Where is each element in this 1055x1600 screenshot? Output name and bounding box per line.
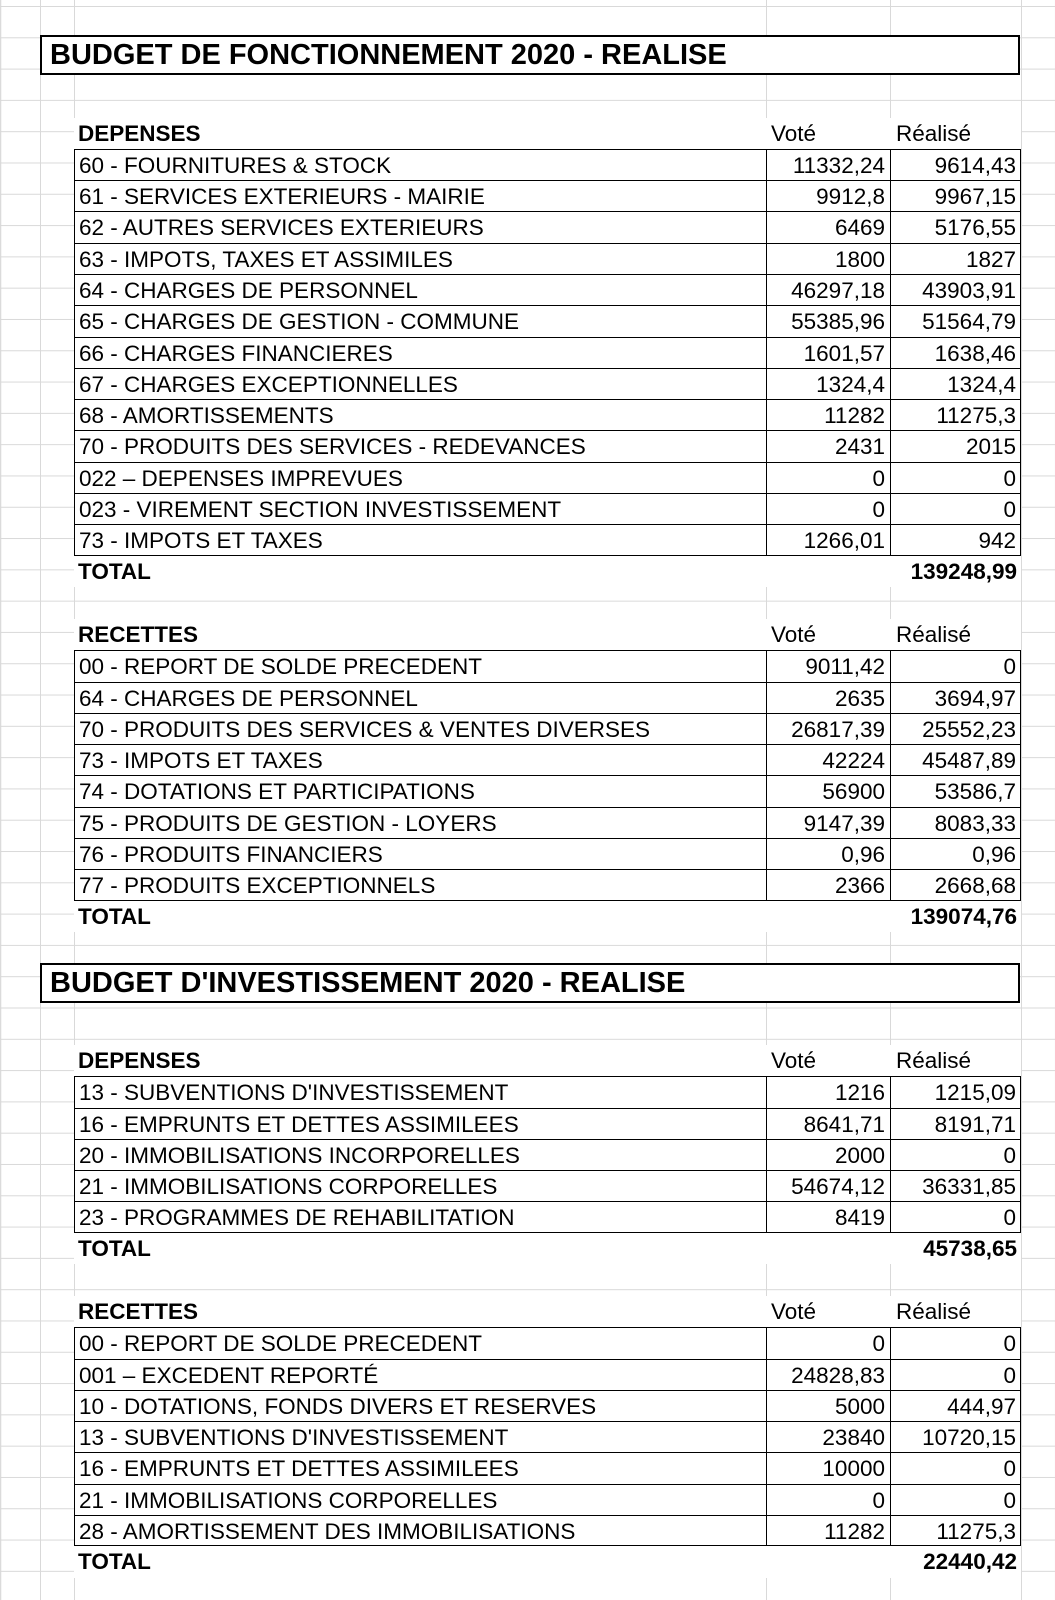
realise-cell[interactable]: 0,96 bbox=[890, 838, 1021, 869]
table-row bbox=[74, 180, 1021, 211]
depenses-heading[interactable]: DEPENSES bbox=[74, 1045, 766, 1076]
row-label-cell[interactable]: 023 - VIREMENT SECTION INVESTISSEMENT bbox=[74, 493, 766, 524]
realise-cell[interactable]: 0 bbox=[890, 650, 1021, 681]
vote-cell[interactable]: 2431 bbox=[766, 430, 890, 461]
realise-cell[interactable]: 1215,09 bbox=[890, 1076, 1021, 1107]
column-header-vote[interactable]: Voté bbox=[766, 619, 890, 650]
recettes-heading[interactable]: RECETTES bbox=[74, 1296, 766, 1327]
vote-cell[interactable]: 11282 bbox=[766, 399, 890, 430]
vote-cell[interactable]: 1601,57 bbox=[766, 337, 890, 368]
row-label-cell[interactable]: 68 - AMORTISSEMENTS bbox=[74, 399, 766, 430]
vote-cell[interactable]: 26817,39 bbox=[766, 713, 890, 744]
row-label-cell[interactable]: 67 - CHARGES EXCEPTIONNELLES bbox=[74, 368, 766, 399]
depenses-total-row bbox=[74, 1233, 1021, 1264]
recettes-table bbox=[74, 619, 1021, 932]
total-label-cell[interactable]: TOTAL bbox=[74, 1233, 766, 1264]
recettes-header-row bbox=[74, 1296, 1021, 1327]
table-row bbox=[74, 274, 1021, 305]
vote-cell[interactable]: 9147,39 bbox=[766, 807, 890, 838]
table-row bbox=[74, 1139, 1021, 1170]
row-label-cell[interactable]: 00 - REPORT DE SOLDE PRECEDENT bbox=[74, 650, 766, 681]
realise-cell[interactable]: 0 bbox=[890, 462, 1021, 493]
column-header-vote[interactable]: Voté bbox=[766, 1296, 890, 1327]
section-title: BUDGET DE FONCTIONNEMENT 2020 - REALISE bbox=[40, 35, 1020, 75]
table-row bbox=[74, 305, 1021, 336]
row-label-cell[interactable]: 64 - CHARGES DE PERSONNEL bbox=[74, 682, 766, 713]
realise-cell[interactable]: 43903,91 bbox=[890, 274, 1021, 305]
vote-cell[interactable]: 2635 bbox=[766, 682, 890, 713]
realise-cell[interactable]: 2668,68 bbox=[890, 869, 1021, 900]
total-vote-cell[interactable] bbox=[766, 556, 890, 587]
table-row bbox=[74, 149, 1021, 180]
table-row bbox=[74, 399, 1021, 430]
depenses-table bbox=[74, 1045, 1021, 1264]
vote-cell[interactable]: 23840 bbox=[766, 1421, 890, 1452]
row-label-cell[interactable]: 62 - AUTRES SERVICES EXTERIEURS bbox=[74, 211, 766, 242]
recettes-header-row bbox=[74, 619, 1021, 650]
realise-cell[interactable]: 0 bbox=[890, 1327, 1021, 1358]
realise-cell[interactable]: 1827 bbox=[890, 243, 1021, 274]
row-label-cell[interactable]: 23 - PROGRAMMES DE REHABILITATION bbox=[74, 1201, 766, 1232]
table-row bbox=[74, 713, 1021, 744]
vote-cell[interactable]: 0,96 bbox=[766, 838, 890, 869]
table-row bbox=[74, 744, 1021, 775]
vote-cell[interactable]: 24828,83 bbox=[766, 1359, 890, 1390]
table-row bbox=[74, 1327, 1021, 1358]
vote-cell[interactable]: 9011,42 bbox=[766, 650, 890, 681]
vote-cell[interactable]: 1266,01 bbox=[766, 524, 890, 555]
table-row bbox=[74, 807, 1021, 838]
realise-cell[interactable]: 51564,79 bbox=[890, 305, 1021, 336]
realise-cell[interactable]: 53586,7 bbox=[890, 775, 1021, 806]
realise-cell[interactable]: 11275,3 bbox=[890, 1515, 1021, 1546]
row-label-cell[interactable]: 16 - EMPRUNTS ET DETTES ASSIMILEES bbox=[74, 1452, 766, 1483]
realise-cell[interactable]: 9967,15 bbox=[890, 180, 1021, 211]
realise-cell[interactable]: 444,97 bbox=[890, 1390, 1021, 1421]
total-label-cell[interactable]: TOTAL bbox=[74, 1546, 766, 1577]
row-label-cell[interactable]: 13 - SUBVENTIONS D'INVESTISSEMENT bbox=[74, 1421, 766, 1452]
row-label-cell[interactable]: 75 - PRODUITS DE GESTION - LOYERS bbox=[74, 807, 766, 838]
realise-cell[interactable]: 5176,55 bbox=[890, 211, 1021, 242]
row-label-cell[interactable]: 66 - CHARGES FINANCIERES bbox=[74, 337, 766, 368]
table-row bbox=[74, 1515, 1021, 1546]
realise-cell[interactable]: 0 bbox=[890, 1201, 1021, 1232]
row-label-cell[interactable]: 70 - PRODUITS DES SERVICES - REDEVANCES bbox=[74, 430, 766, 461]
table-row bbox=[74, 1108, 1021, 1139]
total-value-cell[interactable]: 139074,76 bbox=[890, 901, 1021, 932]
section-title: BUDGET D'INVESTISSEMENT 2020 - REALISE bbox=[40, 963, 1020, 1003]
column-header-realise[interactable]: Réalisé bbox=[890, 1296, 1021, 1327]
realise-cell[interactable]: 11275,3 bbox=[890, 399, 1021, 430]
realise-cell[interactable]: 1324,4 bbox=[890, 368, 1021, 399]
realise-cell[interactable]: 0 bbox=[890, 1359, 1021, 1390]
total-value-cell[interactable]: 22440,42 bbox=[890, 1546, 1021, 1577]
table-row bbox=[74, 1421, 1021, 1452]
total-vote-cell[interactable] bbox=[766, 1233, 890, 1264]
vote-cell[interactable]: 0 bbox=[766, 462, 890, 493]
recettes-total-row bbox=[74, 1546, 1021, 1577]
realise-cell[interactable]: 0 bbox=[890, 1139, 1021, 1170]
row-label-cell[interactable]: 73 - IMPOTS ET TAXES bbox=[74, 744, 766, 775]
vote-cell[interactable]: 6469 bbox=[766, 211, 890, 242]
table-row bbox=[74, 1452, 1021, 1483]
recettes-total-row bbox=[74, 901, 1021, 932]
vote-cell[interactable]: 10000 bbox=[766, 1452, 890, 1483]
vote-cell[interactable]: 0 bbox=[766, 1327, 890, 1358]
table-row bbox=[74, 493, 1021, 524]
table-row bbox=[74, 1359, 1021, 1390]
row-label-cell[interactable]: 28 - AMORTISSEMENT DES IMMOBILISATIONS bbox=[74, 1515, 766, 1546]
vote-cell[interactable]: 56900 bbox=[766, 775, 890, 806]
realise-cell[interactable]: 0 bbox=[890, 1452, 1021, 1483]
total-value-cell[interactable]: 45738,65 bbox=[890, 1233, 1021, 1264]
vote-cell[interactable]: 5000 bbox=[766, 1390, 890, 1421]
vote-cell[interactable]: 8419 bbox=[766, 1201, 890, 1232]
vote-cell[interactable]: 9912,8 bbox=[766, 180, 890, 211]
row-label-cell[interactable]: 65 - CHARGES DE GESTION - COMMUNE bbox=[74, 305, 766, 336]
table-row bbox=[74, 838, 1021, 869]
vote-cell[interactable]: 55385,96 bbox=[766, 305, 890, 336]
table-row bbox=[74, 1170, 1021, 1201]
row-label-cell[interactable]: 60 - FOURNITURES & STOCK bbox=[74, 149, 766, 180]
total-vote-cell[interactable] bbox=[766, 901, 890, 932]
vote-cell[interactable]: 11282 bbox=[766, 1515, 890, 1546]
realise-cell[interactable]: 3694,97 bbox=[890, 682, 1021, 713]
table-row bbox=[74, 775, 1021, 806]
table-row bbox=[74, 368, 1021, 399]
depenses-header-row bbox=[74, 1045, 1021, 1076]
column-header-realise[interactable]: Réalisé bbox=[890, 619, 1021, 650]
realise-cell[interactable]: 9614,43 bbox=[890, 149, 1021, 180]
row-label-cell[interactable]: 13 - SUBVENTIONS D'INVESTISSEMENT bbox=[74, 1076, 766, 1107]
table-row bbox=[74, 1390, 1021, 1421]
table-row bbox=[74, 524, 1021, 555]
vote-cell[interactable]: 2366 bbox=[766, 869, 890, 900]
table-row bbox=[74, 1201, 1021, 1232]
realise-cell[interactable]: 0 bbox=[890, 1484, 1021, 1515]
row-label-cell[interactable]: 20 - IMMOBILISATIONS INCORPORELLES bbox=[74, 1139, 766, 1170]
total-vote-cell[interactable] bbox=[766, 1546, 890, 1577]
vote-cell[interactable]: 1324,4 bbox=[766, 368, 890, 399]
realise-cell[interactable]: 942 bbox=[890, 524, 1021, 555]
column-header-realise[interactable]: Réalisé bbox=[890, 1045, 1021, 1076]
table-row bbox=[74, 211, 1021, 242]
table-row bbox=[74, 869, 1021, 900]
realise-cell[interactable]: 10720,15 bbox=[890, 1421, 1021, 1452]
table-row bbox=[74, 462, 1021, 493]
vote-cell[interactable]: 0 bbox=[766, 493, 890, 524]
vote-cell[interactable]: 54674,12 bbox=[766, 1170, 890, 1201]
recettes-heading[interactable]: RECETTES bbox=[74, 619, 766, 650]
vote-cell[interactable]: 0 bbox=[766, 1484, 890, 1515]
total-value-cell[interactable]: 139248,99 bbox=[890, 556, 1021, 587]
table-row bbox=[74, 650, 1021, 681]
row-label-cell[interactable]: 10 - DOTATIONS, FONDS DIVERS ET RESERVES bbox=[74, 1390, 766, 1421]
realise-cell[interactable]: 1638,46 bbox=[890, 337, 1021, 368]
vote-cell[interactable]: 1800 bbox=[766, 243, 890, 274]
total-label-cell[interactable]: TOTAL bbox=[74, 901, 766, 932]
realise-cell[interactable]: 8083,33 bbox=[890, 807, 1021, 838]
table-row bbox=[74, 430, 1021, 461]
row-label-cell[interactable]: 64 - CHARGES DE PERSONNEL bbox=[74, 274, 766, 305]
row-label-cell[interactable]: 61 - SERVICES EXTERIEURS - MAIRIE bbox=[74, 180, 766, 211]
row-label-cell[interactable]: 63 - IMPOTS, TAXES ET ASSIMILES bbox=[74, 243, 766, 274]
row-label-cell[interactable]: 73 - IMPOTS ET TAXES bbox=[74, 524, 766, 555]
column-header-vote[interactable]: Voté bbox=[766, 118, 890, 149]
realise-cell[interactable]: 8191,71 bbox=[890, 1108, 1021, 1139]
table-row bbox=[74, 682, 1021, 713]
vote-cell[interactable]: 11332,24 bbox=[766, 149, 890, 180]
row-label-cell[interactable]: 74 - DOTATIONS ET PARTICIPATIONS bbox=[74, 775, 766, 806]
row-label-cell[interactable]: 21 - IMMOBILISATIONS CORPORELLES bbox=[74, 1484, 766, 1515]
row-label-cell[interactable]: 76 - PRODUITS FINANCIERS bbox=[74, 838, 766, 869]
total-label-cell[interactable]: TOTAL bbox=[74, 556, 766, 587]
table-row bbox=[74, 337, 1021, 368]
row-label-cell[interactable]: 022 – DEPENSES IMPREVUES bbox=[74, 462, 766, 493]
table-row bbox=[74, 1076, 1021, 1107]
realise-cell[interactable]: 36331,85 bbox=[890, 1170, 1021, 1201]
column-header-vote[interactable]: Voté bbox=[766, 1045, 890, 1076]
depenses-heading[interactable]: DEPENSES bbox=[74, 118, 766, 149]
realise-cell[interactable]: 2015 bbox=[890, 430, 1021, 461]
vote-cell[interactable]: 2000 bbox=[766, 1139, 890, 1170]
depenses-header-row bbox=[74, 118, 1021, 149]
realise-cell[interactable]: 45487,89 bbox=[890, 744, 1021, 775]
realise-cell[interactable]: 25552,23 bbox=[890, 713, 1021, 744]
row-label-cell[interactable]: 001 – EXCEDENT REPORTÉ bbox=[74, 1359, 766, 1390]
column-header-realise[interactable]: Réalisé bbox=[890, 118, 1021, 149]
row-label-cell[interactable]: 70 - PRODUITS DES SERVICES & VENTES DIVERSES bbox=[74, 713, 766, 744]
vote-cell[interactable]: 42224 bbox=[766, 744, 890, 775]
table-row bbox=[74, 243, 1021, 274]
depenses-table bbox=[74, 118, 1021, 587]
recettes-table bbox=[74, 1296, 1021, 1578]
row-label-cell[interactable]: 21 - IMMOBILISATIONS CORPORELLES bbox=[74, 1170, 766, 1201]
table-row bbox=[74, 1484, 1021, 1515]
realise-cell[interactable]: 0 bbox=[890, 493, 1021, 524]
vote-cell[interactable]: 46297,18 bbox=[766, 274, 890, 305]
row-label-cell[interactable]: 00 - REPORT DE SOLDE PRECEDENT bbox=[74, 1327, 766, 1358]
depenses-total-row bbox=[74, 556, 1021, 587]
vote-cell[interactable]: 8641,71 bbox=[766, 1108, 890, 1139]
row-label-cell[interactable]: 77 - PRODUITS EXCEPTIONNELS bbox=[74, 869, 766, 900]
row-label-cell[interactable]: 16 - EMPRUNTS ET DETTES ASSIMILEES bbox=[74, 1108, 766, 1139]
vote-cell[interactable]: 1216 bbox=[766, 1076, 890, 1107]
